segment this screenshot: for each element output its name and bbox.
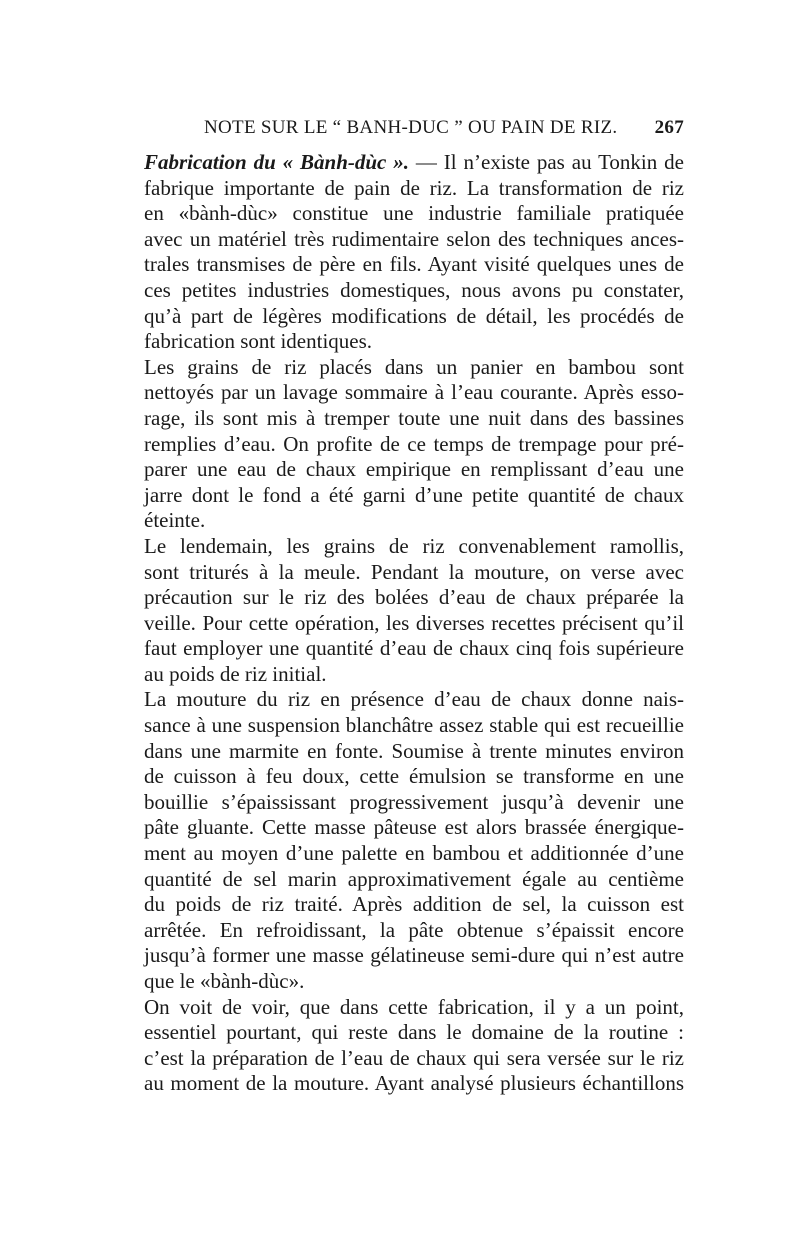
line-text: parer une eau de chaux empirique en remplissant d’eau une: [144, 457, 684, 482]
line-text: trales transmises de père en fils. Ayant visité quelques unes de: [144, 252, 684, 277]
text-line: [144, 355, 684, 381]
text-line: [144, 1020, 684, 1046]
line-text: quantité de sel marin approximativement égale au centième: [144, 866, 684, 891]
line-text: en «bành-dùc» constitue une industrie familiale pratiquée: [144, 201, 684, 226]
line-text: éteinte.: [144, 508, 206, 533]
text-line: [144, 687, 684, 713]
page-number: 267: [654, 117, 684, 138]
paragraph-5: [144, 995, 684, 1097]
text-line: [144, 457, 684, 483]
text-line: [144, 636, 684, 662]
text-line: [144, 406, 684, 432]
line-text: précaution sur le riz des bolées d’eau de chaux préparée la: [144, 585, 684, 610]
text-line: [144, 943, 684, 969]
line-text: faut employer une quantité d’eau de chaux cinq fois supérieure: [144, 636, 684, 661]
line-text: pâte gluante. Cette masse pâteuse est alors brassée énergique-: [144, 815, 684, 840]
line-text: On voit de voir, que dans cette fabrication, il y a un point,: [144, 994, 684, 1019]
text-line: [144, 176, 684, 202]
text-line: [144, 508, 684, 534]
line-text: ces petites industries domestiques, nous avons pu constater,: [144, 277, 684, 302]
text-line: [144, 918, 684, 944]
running-title: NOTE SUR LE “ BANH-DUC ” OU PAIN DE RIZ.: [204, 117, 618, 138]
line-text: que le «bành-dùc».: [144, 969, 305, 993]
line-text: fabrication sont identiques.: [144, 329, 373, 354]
text-line: [144, 892, 684, 918]
text-line: [144, 790, 684, 816]
line-text: — Il n’existe pas au Tonkin de: [409, 150, 684, 174]
line-text: sont triturés à la meule. Pendant la mouture, on verse avec: [144, 559, 684, 584]
line-text: essentiel pourtant, qui reste dans le domaine de la routine :: [144, 1020, 684, 1045]
line-text: Le lendemain, les grains de riz convenablement ramollis,: [144, 533, 684, 558]
text-line: [144, 560, 684, 586]
line-text: de cuisson à feu doux, cette émulsion se transforme en une: [144, 764, 684, 789]
running-head: [144, 117, 684, 143]
text-line: [144, 1071, 684, 1097]
text-line: [144, 227, 684, 253]
text-line: [144, 1046, 684, 1072]
text-line: [144, 304, 684, 330]
line-text: jusqu’à former une masse gélatineuse semi-dure qui n’est autre: [144, 943, 684, 968]
text-line: [144, 483, 684, 509]
text-line: [144, 841, 684, 867]
text-line: [144, 969, 684, 995]
line-text: sance à une suspension blanchâtre assez stable qui est recueillie: [144, 713, 684, 738]
line-text: qu’à part de légères modifications de détail, les procédés de: [144, 303, 684, 328]
paragraph-2: [144, 355, 684, 534]
text-line: [144, 329, 684, 355]
section-lead: Fabrication du « Bành-dùc ».: [144, 150, 410, 174]
line-text: nettoyés par un lavage sommaire à l’eau courante. Après esso-: [144, 380, 684, 405]
text-line: [144, 278, 684, 304]
text-line: [144, 995, 684, 1021]
line-text: du poids de riz traité. Après addition de sel, la cuisson est: [144, 892, 684, 917]
text-line: [144, 764, 684, 790]
text-line: [144, 815, 684, 841]
line-text: ment au moyen d’une palette en bambou et additionnée d’une: [144, 841, 684, 866]
line-text: fabrique importante de pain de riz. La transformation de riz: [144, 175, 684, 200]
line-text: rage, ils sont mis à tremper toute une nuit dans des bassines: [144, 405, 684, 430]
paragraph-1: [144, 150, 684, 355]
text-line: [144, 867, 684, 893]
line-text: bouillie s’épaississant progressivement jusqu’à devenir une: [144, 789, 684, 814]
line-text: avec un matériel très rudimentaire selon des techniques ances-: [144, 226, 684, 251]
line-text: jarre dont le fond a été garni d’une petite quantité de chaux: [144, 482, 684, 507]
paragraph-4: [144, 687, 684, 994]
text-line: [144, 739, 684, 765]
text-line: [144, 150, 684, 176]
line-text: Les grains de riz placés dans un panier en bambou sont: [144, 354, 684, 379]
line-text: au poids de riz initial.: [144, 661, 327, 686]
text-line: [144, 662, 684, 688]
body-text: [144, 150, 684, 1097]
text-line: [144, 432, 684, 458]
line-text: c’est la préparation de l’eau de chaux qui sera versée sur le riz: [144, 1045, 684, 1070]
line-text: La mouture du riz en présence d’eau de chaux donne nais-: [144, 687, 684, 712]
text-line: [144, 713, 684, 739]
text-line: [144, 201, 684, 227]
line-text: remplies d’eau. On profite de ce temps de trempage pour pré-: [144, 431, 684, 456]
line-text: arrêtée. En refroidissant, la pâte obtenue s’épaissit encore: [144, 917, 684, 942]
text-line: [144, 380, 684, 406]
text-line: [144, 611, 684, 637]
text-line: [144, 534, 684, 560]
paragraph-3: [144, 534, 684, 688]
line-text: dans une marmite en fonte. Soumise à trente minutes environ: [144, 738, 684, 763]
line-text: au moment de la mouture. Ayant analysé plusieurs échantillons: [144, 1071, 684, 1096]
line-text: veille. Pour cette opération, les diverses recettes précisent qu’il: [144, 610, 684, 635]
text-line: [144, 252, 684, 278]
text-line: [144, 585, 684, 611]
